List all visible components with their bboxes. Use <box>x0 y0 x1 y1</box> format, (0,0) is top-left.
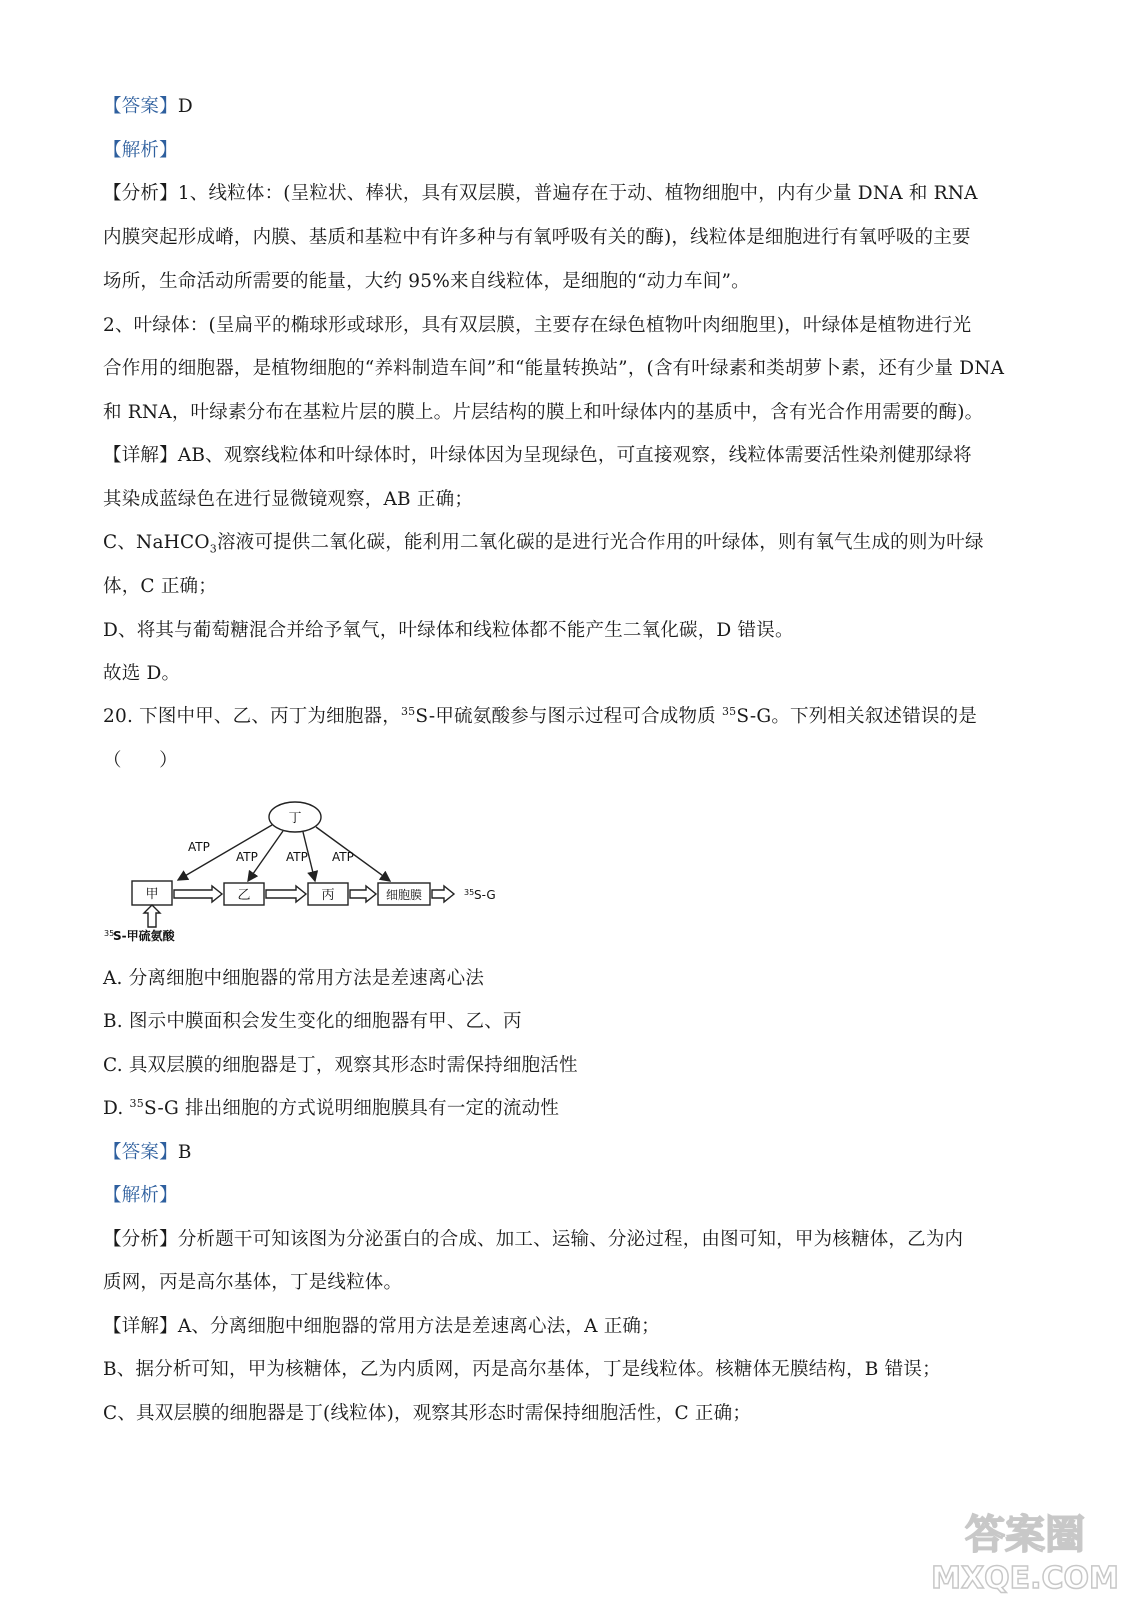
detail-line: 体，C 正确； <box>103 576 217 597</box>
option-d-text: S-G 排出细胞的方式说明细胞膜具有一定的流动性 <box>143 1098 560 1119</box>
analysis-heading-1 <box>103 138 1023 164</box>
analysis-tag: 【解析】 <box>103 1185 178 1206</box>
detail-text: C、NaHCO <box>103 532 210 553</box>
superscript: 35 <box>721 704 737 718</box>
atp-label: ATP <box>286 850 308 864</box>
output-label: S-G <box>474 888 496 902</box>
fenxi-tag: 【分析】 <box>103 1229 178 1250</box>
detail-text: A、分离细胞中细胞器的常用方法是差速离心法，A 正确； <box>177 1316 660 1337</box>
analysis-text: 1、线粒体：(呈粒状、棒状，具有双层膜，普遍存在于动、植物细胞中，内有少量 DNA 和 RNA <box>177 183 978 204</box>
question-text: 下图中甲、乙、丙丁为细胞器， <box>139 706 401 727</box>
detail-line <box>103 530 1023 556</box>
analysis-para-line: 合作用的细胞器，是植物细胞的“养料制造车间”和“能量转换站”，(含有叶绿素和类胡萝卜素，还有少量 DNA <box>103 358 1005 379</box>
detail-line: C、具双层膜的细胞器是丁(线粒体)，观察其形态时需保持细胞活性，C 正确； <box>103 1403 752 1424</box>
option-b: B. 图示中膜面积会发生变化的细胞器有甲、乙、丙 <box>103 1011 522 1032</box>
organelle-diagram <box>100 795 520 955</box>
label-bing: 丙 <box>321 888 335 903</box>
detail-line: 其染成蓝绿色在进行显微镜观察，AB 正确； <box>103 489 474 510</box>
detail-line: B、据分析可知，甲为核糖体，乙为内质网，丙是高尔基体，丁是线粒体。核糖体无膜结构，B 错误； <box>103 1359 941 1380</box>
option-a: A. 分离细胞中细胞器的常用方法是差速离心法 <box>103 968 485 989</box>
atp-label: ATP <box>332 850 354 864</box>
question-paren: （ ） <box>103 750 178 771</box>
detail-line <box>103 1314 1023 1340</box>
analysis-para-line: 内膜突起形成嵴，内膜、基质和基粒中有许多种与有氧呼吸有关的酶)，线粒体是细胞进行有氧呼吸的主要 <box>103 227 971 248</box>
analysis-text: 分析题干可知该图为分泌蛋白的合成、加工、运输、分泌过程，由图可知，甲为核糖体，乙为内 <box>177 1229 964 1250</box>
option-c: C. 具双层膜的细胞器是丁，观察其形态时需保持细胞活性 <box>103 1055 578 1076</box>
answer-line-1 <box>103 94 1023 120</box>
label-jia: 甲 <box>145 887 159 902</box>
detail-text: 溶液可提供二氧化碳，能利用二氧化碳的是进行光合作用的叶绿体，则有氧气生成的则为叶绿 <box>216 532 984 553</box>
analysis-para-line: 和 RNA，叶绿素分布在基粒片层的膜上。片层结构的膜上和叶绿体内的基质中，含有光合作用需要的酶)。 <box>103 402 984 423</box>
question-text: S-甲硫氨酸参与图示过程可合成物质 <box>415 706 722 727</box>
answer-value: B <box>177 1142 192 1163</box>
label-membrane: 细胞膜 <box>385 888 423 902</box>
question-stem <box>103 704 1023 730</box>
option-d-prefix: D. <box>103 1098 130 1119</box>
analysis-heading-2 <box>103 1183 1023 1209</box>
answer-value: D <box>177 96 193 117</box>
xiangjie-tag: 【详解】 <box>103 445 178 466</box>
watermark-top: 答案圈 <box>965 1512 1085 1558</box>
xiangjie-tag: 【详解】 <box>103 1316 178 1337</box>
label-yi: 乙 <box>237 888 251 903</box>
input-sup: 35 <box>104 929 115 938</box>
detail-line: D、将其与葡萄糖混合并给予氧气，叶绿体和线粒体都不能产生二氧化碳，D 错误。 <box>103 620 794 641</box>
analysis-para-line <box>103 1227 1023 1253</box>
answer-tag: 【答案】 <box>103 96 178 117</box>
superscript: 35 <box>129 1096 144 1110</box>
superscript: 35 <box>400 704 416 718</box>
fenxi-tag: 【分析】 <box>103 183 178 204</box>
detail-line <box>103 443 1023 469</box>
option-d <box>103 1096 1023 1122</box>
analysis-para-line: 2、叶绿体：(呈扁平的椭球形或球形，具有双层膜，主要存在绿色植物叶肉细胞里)，叶绿体是植物进行光 <box>103 315 972 336</box>
output-sup: 35 <box>464 888 475 897</box>
question-text: S-G。下列相关叙述错误的是 <box>736 706 978 727</box>
analysis-para-line: 场所，生命活动所需要的能量，大约 95%来自线粒体，是细胞的“动力车间”。 <box>103 271 750 292</box>
detail-text: AB、观察线粒体和叶绿体时，叶绿体因为呈现绿色，可直接观察，线粒体需要活性染剂健那绿将 <box>177 445 972 466</box>
analysis-tag: 【解析】 <box>103 140 178 161</box>
answer-tag: 【答案】 <box>103 1142 178 1163</box>
atp-label: ATP <box>236 850 258 864</box>
analysis-para-line <box>103 181 1023 207</box>
analysis-para-line: 质网，丙是高尔基体，丁是线粒体。 <box>103 1272 403 1293</box>
watermark-logo <box>930 1500 1120 1595</box>
answer-line-2 <box>103 1140 1023 1166</box>
atp-label: ATP <box>188 840 210 854</box>
subscript: 3 <box>209 542 217 556</box>
detail-line: 故选 D。 <box>103 663 181 684</box>
label-ding: 丁 <box>288 811 302 826</box>
question-number: 20. <box>103 706 134 727</box>
input-label: S-甲硫氨酸 <box>113 929 175 943</box>
watermark-bottom: MXQE.COM <box>931 1561 1119 1595</box>
